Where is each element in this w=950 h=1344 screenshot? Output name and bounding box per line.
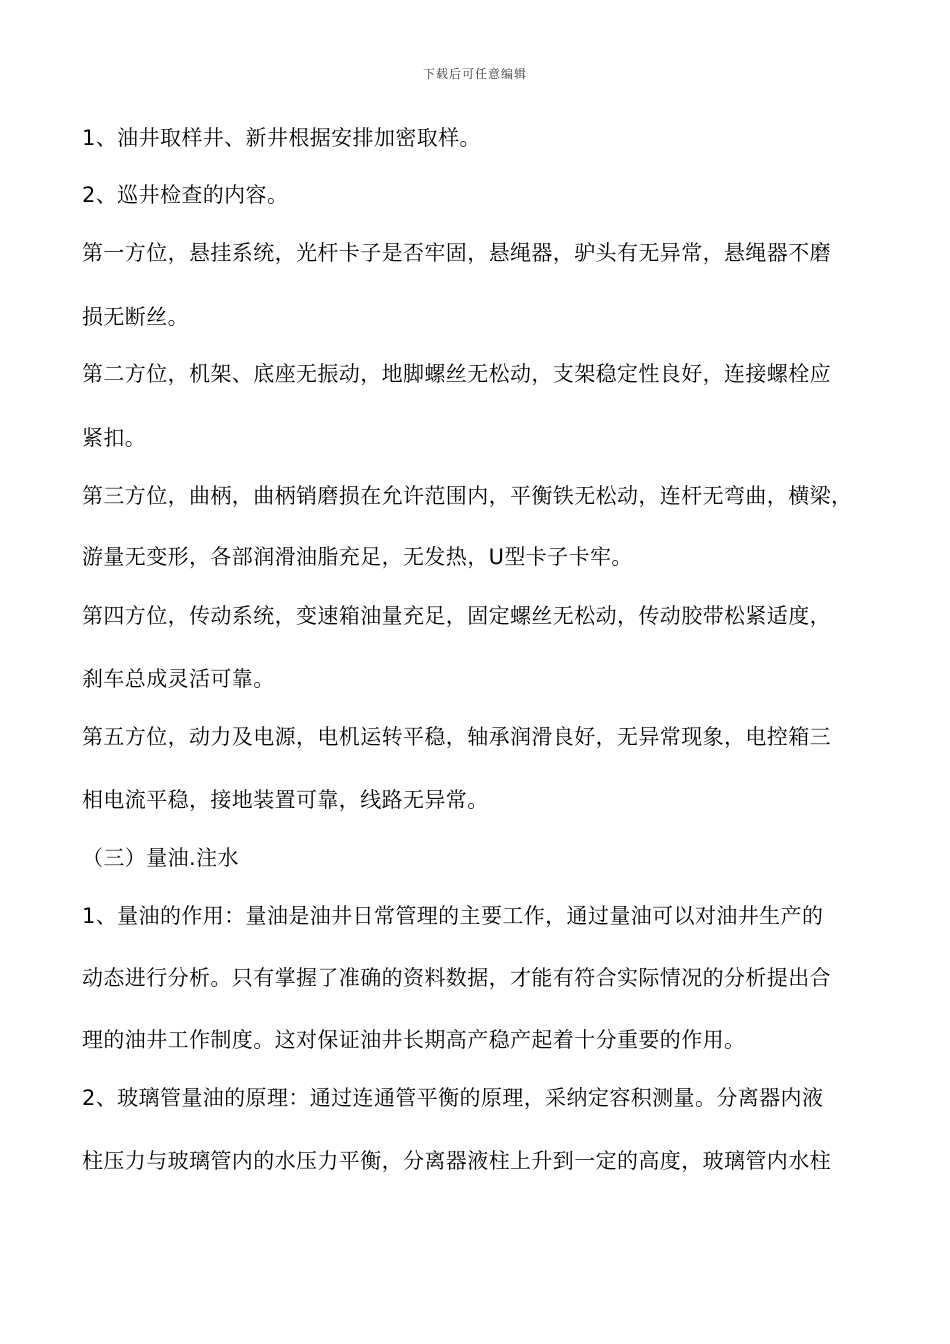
text-line: 柱压力与玻璃管内的水压力平衡，分离器液柱上升到一定的高度，玻璃管内水柱	[82, 1149, 831, 1173]
text-line: 第三方位，曲柄，曲柄销磨损在允许范围内，平衡铁无松动，连杆无弯曲，横梁，	[82, 484, 853, 508]
text-line: 第一方位，悬挂系统，光杆卡子是否牢固，悬绳器，驴头有无异常，悬绳器不磨	[82, 241, 831, 265]
text-line: 第二方位，机架、底座无振动，地脚螺丝无松动，支架稳定性良好，连接螺栓应	[82, 362, 831, 386]
text-line: 1、量油的作用：量油是油井日常管理的主要工作，通过量油可以对油井生产的	[82, 904, 824, 928]
text-line: 损无断丝。	[82, 305, 189, 329]
text-line: 紧扣。	[82, 426, 147, 450]
text-line: 刹车总成灵活可靠。	[82, 667, 275, 691]
text-line: 1、油井取样井、新井根据安排加密取样。	[82, 126, 481, 150]
text-line: 游量无变形，各部润滑油脂充足，无发热，U型卡子卡牢。	[82, 545, 633, 569]
text-line: 2、玻璃管量油的原理：通过连通管平衡的原理，采纳定容积测量。分离器内液	[82, 1086, 824, 1110]
section-heading: （三）量油.注水	[82, 846, 239, 870]
text-line: 第五方位，动力及电源，电机运转平稳，轴承润滑良好，无异常现象，电控箱三	[82, 725, 831, 749]
text-line: 第四方位，传动系统，变速箱油量充足，固定螺丝无松动，传动胶带松紧适度，	[82, 604, 831, 628]
page-header: 下载后可任意编辑	[422, 67, 527, 81]
text-line: 相电流平稳，接地装置可靠，线路无异常。	[82, 788, 489, 812]
text-line: 动态进行分析。只有掌握了准确的资料数据，才能有符合实际情况的分析提出合	[82, 966, 831, 990]
text-line: 理的油井工作制度。这对保证油井长期高产稳产起着十分重要的作用。	[82, 1028, 746, 1052]
text-line: 2、巡井检查的内容。	[82, 183, 289, 207]
